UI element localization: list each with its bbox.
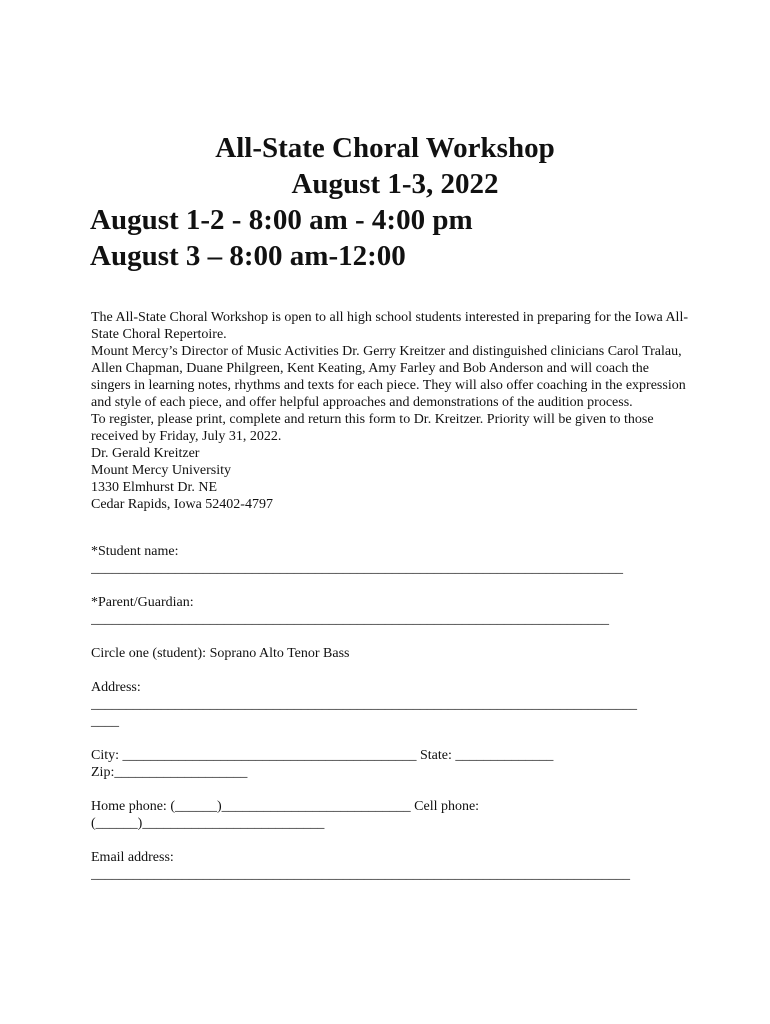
schedule-line-2: August 3 – 8:00 am-12:00: [90, 240, 406, 272]
workshop-title: All-State Choral Workshop: [215, 132, 555, 164]
voice-part-field[interactable]: [91, 645, 691, 662]
email-label: Email address:: [91, 850, 174, 865]
home-cell-phone-line[interactable]: Home phone: (______)___________________________ Cell phone:: [91, 799, 480, 814]
workshop-dates: August 1-3, 2022: [291, 168, 499, 200]
faculty-paragraph: Mount Mercy’s Director of Music Activities Dr. Gerry Kreitzer and distinguished clinicians Carol Tralau, Allen Chapman, Duane Philgreen, Kent Keating, Amy Farley and Bob Anderson and will coach the singers in learning notes, rhythms and texts for each piece. They will also offer coaching in the expression and style of each piece, and offer helpful approaches and demonstrations of the audition process.: [91, 344, 686, 410]
contact-city: Cedar Rapids, Iowa 52402-4797: [91, 497, 273, 512]
address-label: Address:: [91, 680, 141, 695]
contact-name: Dr. Gerald Kreitzer: [91, 446, 200, 461]
contact-street: 1330 Elmhurst Dr. NE: [91, 480, 217, 495]
city-state-zip-field[interactable]: [91, 747, 691, 781]
student-name-field[interactable]: [91, 543, 691, 577]
city-state-line[interactable]: City: __________________________________________ State: ______________: [91, 748, 554, 763]
parent-guardian-line[interactable]: __________________________________________________________________________: [91, 612, 609, 627]
address-line[interactable]: ______________________________________________________________________________: [91, 697, 637, 712]
register-paragraph: To register, please print, complete and return this form to Dr. Kreitzer. Priority will be given to those received by Friday, July 31, 2022.: [91, 412, 654, 444]
body-text: [91, 309, 691, 513]
intro-paragraph: The All-State Choral Workshop is open to all high school students interested in preparing for the Iowa All-State Choral Repertoire.: [91, 310, 689, 342]
parent-guardian-field[interactable]: [91, 594, 691, 628]
title-block: [90, 130, 680, 274]
student-name-line[interactable]: ____________________________________________________________________________: [91, 561, 623, 576]
email-line[interactable]: _____________________________________________________________________________: [91, 867, 630, 882]
address-line-continued[interactable]: ____: [91, 714, 119, 729]
cell-phone-line[interactable]: (______)__________________________: [91, 816, 325, 831]
address-field[interactable]: [91, 679, 691, 730]
contact-org: Mount Mercy University: [91, 463, 231, 478]
schedule-line-1: August 1-2 - 8:00 am - 4:00 pm: [90, 204, 473, 236]
zip-line[interactable]: Zip:___________________: [91, 765, 248, 780]
parent-guardian-label: *Parent/Guardian:: [91, 595, 194, 610]
voice-part-label[interactable]: Circle one (student): Soprano Alto Tenor Bass: [91, 646, 350, 661]
phone-field[interactable]: [91, 798, 691, 832]
student-name-label: *Student name:: [91, 544, 179, 559]
email-field[interactable]: [91, 849, 691, 883]
